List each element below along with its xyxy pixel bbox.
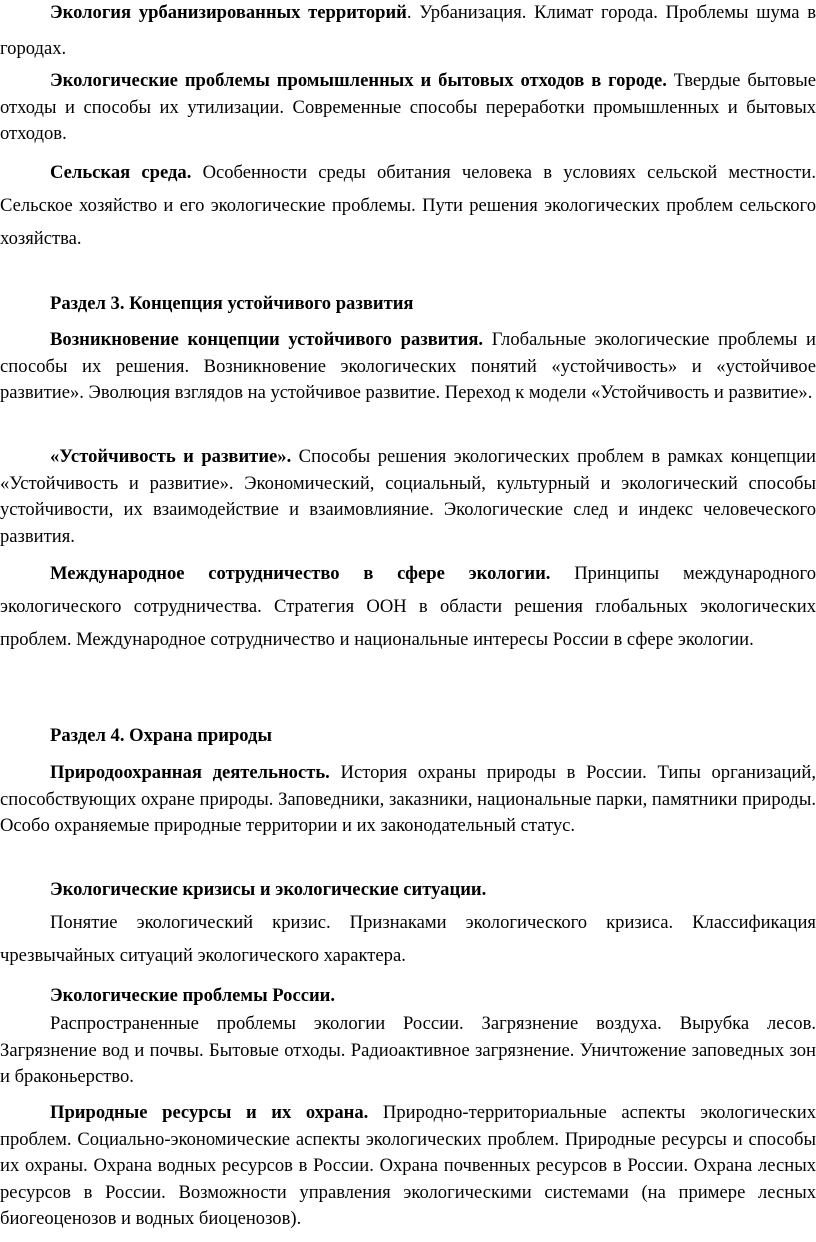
paragraph-russia-problems-title: Экологические проблемы России. xyxy=(50,985,336,1006)
paragraph-sustainability-origin-title: Возникновение концепции устойчивого развития. xyxy=(50,329,484,350)
paragraph-natural-resources xyxy=(0,1100,816,1233)
paragraph-rural-environment xyxy=(0,156,816,255)
paragraph-natural-resources-text: Природно-территориальные аспекты экологических проблем. Социально-экономические аспекты экологических проблем. Природные ресурсы и способы их охраны. Охрана водных ресурсов в России. Охрана почвенных ресурсов в России. Охрана лесных ресурсов в России. Возможности управления экологическими системами (на примере лесных биогеоценозов и водных биоценозов). xyxy=(0,1102,816,1229)
paragraph-waste xyxy=(0,68,816,148)
paragraph-nature-protection xyxy=(0,760,816,840)
section-3-heading: Раздел 3. Концепция устойчивого развития xyxy=(50,293,414,314)
paragraph-sustainability-development-text: Способы решения экологических проблем в рамках концепции «Устойчивость и развитие». Экономический, социальный, культурный и экологический способы устойчивости, их взаимодействие и взаимовлияние. Экологические след и индекс человеческого развития. xyxy=(0,446,816,547)
paragraph-natural-resources-title: Природные ресурсы и их охрана. xyxy=(50,1102,369,1123)
paragraph-sustainability-development-title: «Устойчивость и развитие». xyxy=(50,446,292,467)
paragraph-nature-protection-text: История охраны природы в России. Типы организаций, способствующих охране природы. Заповедники, заказники, национальные парки, памятники природы. Особо охраняемые природные территории и их законодательный статус. xyxy=(0,762,816,836)
paragraph-crises-text: Понятие экологический кризис. Признаками экологического кризиса. Классификация чрезвычайных ситуаций экологического характера. xyxy=(0,912,816,966)
paragraph-rural-environment-text: Особенности среды обитания человека в условиях сельской местности. Сельское хозяйство и его экологические проблемы. Пути решения экологических проблем сельского хозяйства. xyxy=(0,162,816,249)
paragraph-international-cooperation-text: Принципы международного экологического сотрудничества. Стратегия ООН в области решения глобальных экологических проблем. Международное сотрудничество и национальные интересы России в сфере экологии. xyxy=(0,563,816,650)
paragraph-urban-ecology xyxy=(0,0,816,67)
paragraph-rural-environment-title: Сельская среда. xyxy=(50,162,192,183)
paragraph-sustainability-development xyxy=(0,444,816,550)
paragraph-russia-problems-text: Распространенные проблемы экологии России. Загрязнение воздуха. Вырубка лесов. Загрязнение вод и почвы. Бытовые отходы. Радиоактивное загрязнение. Уничтожение заповедных зон и браконьерство. xyxy=(0,1013,816,1087)
paragraph-nature-protection-title: Природоохранная деятельность. xyxy=(50,762,330,783)
paragraph-sustainability-origin xyxy=(0,327,816,407)
paragraph-international-cooperation xyxy=(0,557,816,656)
paragraph-waste-title: Экологические проблемы промышленных и бытовых отходов в городе. xyxy=(50,70,667,91)
paragraph-urban-ecology-title: Экология урбанизированных территорий xyxy=(50,2,407,23)
paragraph-crises-title: Экологические кризисы и экологические ситуации. xyxy=(50,879,487,900)
paragraph-urban-ecology-text: . Урбанизация. Климат города. Проблемы шума в городах. xyxy=(0,2,816,59)
paragraph-waste-text: Твердые бытовые отходы и способы их утилизации. Современные способы переработки промышленных и бытовых отходов. xyxy=(0,70,816,144)
section-4-heading: Раздел 4. Охрана природы xyxy=(50,725,272,746)
paragraph-international-cooperation-title: Международное сотрудничество в сфере экологии. xyxy=(50,563,551,584)
paragraph-sustainability-origin-text: Глобальные экологические проблемы и способы их решения. Возникновение экологических понятий «устойчивость» и «устойчивое развитие». Эволюция взглядов на устойчивое развитие. Переход к модели «Устойчивость и развитие». xyxy=(0,329,816,403)
